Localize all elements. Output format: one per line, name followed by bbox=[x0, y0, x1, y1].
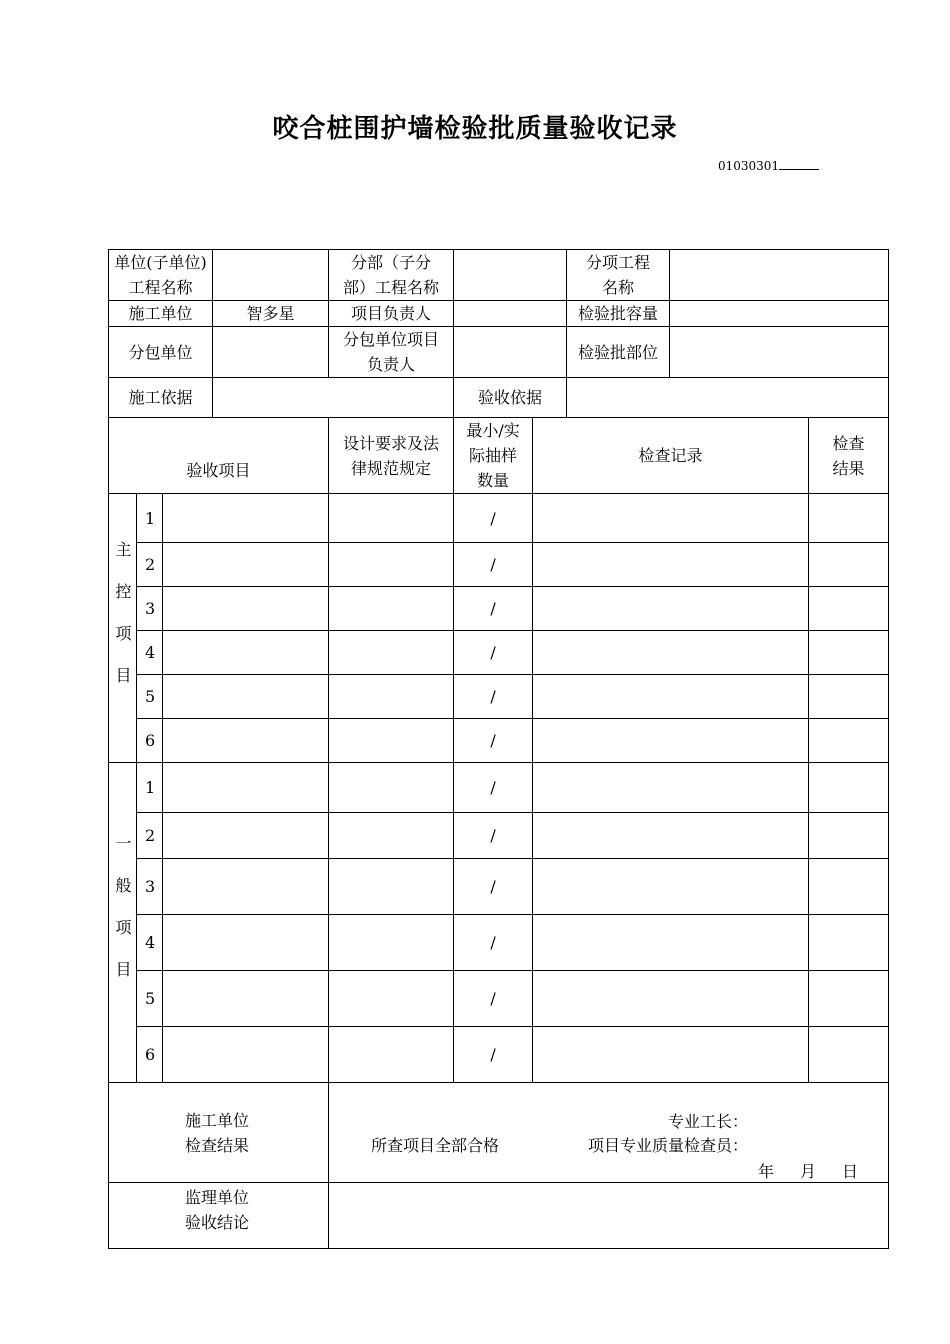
design-cell[interactable] bbox=[329, 1027, 454, 1083]
table-row bbox=[109, 915, 889, 971]
result-cell[interactable] bbox=[809, 543, 889, 587]
row-number: 3 bbox=[137, 587, 163, 631]
sub-pm-value[interactable] bbox=[454, 327, 567, 378]
design-cell[interactable] bbox=[329, 859, 454, 915]
sample-cell: / bbox=[454, 543, 533, 587]
pm-label: 项目负责人 bbox=[329, 301, 454, 327]
item-cell[interactable] bbox=[163, 719, 329, 763]
design-cell[interactable] bbox=[329, 543, 454, 587]
table-row bbox=[109, 719, 889, 763]
record-cell[interactable] bbox=[533, 494, 809, 543]
design-cell[interactable] bbox=[329, 763, 454, 813]
result-cell[interactable] bbox=[809, 494, 889, 543]
sub-pm-label: 分包单位项目 负责人 bbox=[329, 327, 454, 378]
location-value[interactable] bbox=[670, 327, 889, 378]
design-cell[interactable] bbox=[329, 971, 454, 1027]
column-header-row bbox=[109, 418, 889, 494]
design-cell[interactable] bbox=[329, 494, 454, 543]
inspector-label: 项目专业质量检查员： bbox=[588, 1136, 749, 1155]
basis-label: 施工依据 bbox=[109, 378, 213, 418]
result-cell[interactable] bbox=[809, 763, 889, 813]
row-number: 5 bbox=[137, 971, 163, 1027]
record-cell[interactable] bbox=[533, 813, 809, 859]
table-row bbox=[109, 971, 889, 1027]
main-control-label: 主控项目 bbox=[109, 494, 137, 763]
capacity-label: 检验批容量 bbox=[567, 301, 670, 327]
sample-cell: / bbox=[454, 631, 533, 675]
design-cell[interactable] bbox=[329, 587, 454, 631]
item-cell[interactable] bbox=[163, 915, 329, 971]
date-line: 年 月 日 bbox=[757, 1162, 859, 1181]
col-design: 设计要求及法 律规范规定 bbox=[329, 418, 454, 494]
design-cell[interactable] bbox=[329, 631, 454, 675]
col-record: 检查记录 bbox=[533, 418, 809, 494]
sub-part-label: 分部（子分 部）工程名称 bbox=[329, 250, 454, 301]
item-cell[interactable] bbox=[163, 631, 329, 675]
supervisor-value[interactable] bbox=[329, 1183, 889, 1249]
subcontractor-value[interactable] bbox=[213, 327, 329, 378]
contractor-label: 施工单位 bbox=[109, 301, 213, 327]
item-cell[interactable] bbox=[163, 675, 329, 719]
record-cell[interactable] bbox=[533, 859, 809, 915]
subcontractor-label: 分包单位 bbox=[109, 327, 213, 378]
location-label: 检验批部位 bbox=[567, 327, 670, 378]
row-number: 3 bbox=[137, 859, 163, 915]
sample-cell: / bbox=[454, 859, 533, 915]
record-cell[interactable] bbox=[533, 971, 809, 1027]
header-row-3 bbox=[109, 327, 889, 378]
form-code: 01030301 bbox=[718, 158, 819, 173]
table-row bbox=[109, 494, 889, 543]
row-number: 2 bbox=[137, 813, 163, 859]
sub-item-label: 分项工程 名称 bbox=[567, 250, 670, 301]
conclusion-text: 所查项目全部合格 bbox=[371, 1136, 500, 1155]
table-row bbox=[109, 587, 889, 631]
acceptance-basis-label: 验收依据 bbox=[454, 378, 567, 418]
contractor-check-label: 施工单位 检查结果 bbox=[109, 1083, 329, 1183]
result-cell[interactable] bbox=[809, 631, 889, 675]
record-cell[interactable] bbox=[533, 763, 809, 813]
general-label: 一般项目 bbox=[109, 763, 137, 1083]
row-number: 5 bbox=[137, 675, 163, 719]
record-cell[interactable] bbox=[533, 719, 809, 763]
supervisor-label: 监理单位 验收结论 bbox=[109, 1183, 329, 1249]
row-number: 4 bbox=[137, 915, 163, 971]
sample-cell: / bbox=[454, 1027, 533, 1083]
sample-cell: / bbox=[454, 587, 533, 631]
design-cell[interactable] bbox=[329, 915, 454, 971]
sample-cell: / bbox=[454, 763, 533, 813]
result-cell[interactable] bbox=[809, 587, 889, 631]
pm-value[interactable] bbox=[454, 301, 567, 327]
sub-part-value[interactable] bbox=[454, 250, 567, 301]
contractor-check-content[interactable] bbox=[329, 1083, 889, 1183]
sub-item-value[interactable] bbox=[670, 250, 889, 301]
page-title: 咬合桩围护墙检验批质量验收记录 bbox=[272, 114, 678, 144]
capacity-value[interactable] bbox=[670, 301, 889, 327]
col-sample: 最小/实 际抽样 数量 bbox=[454, 418, 533, 494]
sample-cell: / bbox=[454, 675, 533, 719]
result-cell[interactable] bbox=[809, 675, 889, 719]
item-cell[interactable] bbox=[163, 1027, 329, 1083]
item-cell[interactable] bbox=[163, 859, 329, 915]
sample-cell: / bbox=[454, 971, 533, 1027]
record-cell[interactable] bbox=[533, 631, 809, 675]
unit-name-value[interactable] bbox=[213, 250, 329, 301]
foreman-label: 专业工长： bbox=[668, 1112, 749, 1131]
sample-cell: / bbox=[454, 719, 533, 763]
table-row bbox=[109, 763, 889, 813]
item-cell[interactable] bbox=[163, 543, 329, 587]
item-cell[interactable] bbox=[163, 763, 329, 813]
header-row-1 bbox=[109, 250, 889, 301]
code-blank[interactable] bbox=[779, 158, 819, 170]
record-cell[interactable] bbox=[533, 543, 809, 587]
table-row bbox=[109, 859, 889, 915]
result-cell[interactable] bbox=[809, 813, 889, 859]
unit-name-label: 单位(子单位) 工程名称 bbox=[109, 250, 213, 301]
result-cell[interactable] bbox=[809, 859, 889, 915]
record-cell[interactable] bbox=[533, 587, 809, 631]
table-row bbox=[109, 675, 889, 719]
row-number: 2 bbox=[137, 543, 163, 587]
row-number: 6 bbox=[137, 719, 163, 763]
record-cell[interactable] bbox=[533, 915, 809, 971]
sample-cell: / bbox=[454, 915, 533, 971]
row-number: 6 bbox=[137, 1027, 163, 1083]
contractor-value[interactable]: 智多星 bbox=[213, 301, 329, 327]
design-cell[interactable] bbox=[329, 813, 454, 859]
acceptance-form bbox=[108, 249, 889, 1249]
acceptance-basis-value[interactable] bbox=[567, 378, 889, 418]
supervisor-row bbox=[109, 1183, 889, 1249]
design-cell[interactable] bbox=[329, 675, 454, 719]
item-cell[interactable] bbox=[163, 971, 329, 1027]
table-row bbox=[109, 813, 889, 859]
table-row bbox=[109, 1027, 889, 1083]
row-number: 4 bbox=[137, 631, 163, 675]
item-cell[interactable] bbox=[163, 587, 329, 631]
col-result: 检查 结果 bbox=[809, 418, 889, 494]
record-cell[interactable] bbox=[533, 1027, 809, 1083]
row-number: 1 bbox=[137, 763, 163, 813]
result-cell[interactable] bbox=[809, 971, 889, 1027]
result-cell[interactable] bbox=[809, 1027, 889, 1083]
sample-cell: / bbox=[454, 494, 533, 543]
item-cell[interactable] bbox=[163, 494, 329, 543]
result-cell[interactable] bbox=[809, 915, 889, 971]
col-item: 验收项目 bbox=[109, 418, 329, 494]
item-cell[interactable] bbox=[163, 813, 329, 859]
row-number: 1 bbox=[137, 494, 163, 543]
basis-value[interactable] bbox=[213, 378, 454, 418]
header-row-4 bbox=[109, 378, 889, 418]
table-row bbox=[109, 543, 889, 587]
result-cell[interactable] bbox=[809, 719, 889, 763]
design-cell[interactable] bbox=[329, 719, 454, 763]
sample-cell: / bbox=[454, 813, 533, 859]
record-cell[interactable] bbox=[533, 675, 809, 719]
contractor-check-row bbox=[109, 1083, 889, 1183]
header-row-2 bbox=[109, 301, 889, 327]
table-row bbox=[109, 631, 889, 675]
